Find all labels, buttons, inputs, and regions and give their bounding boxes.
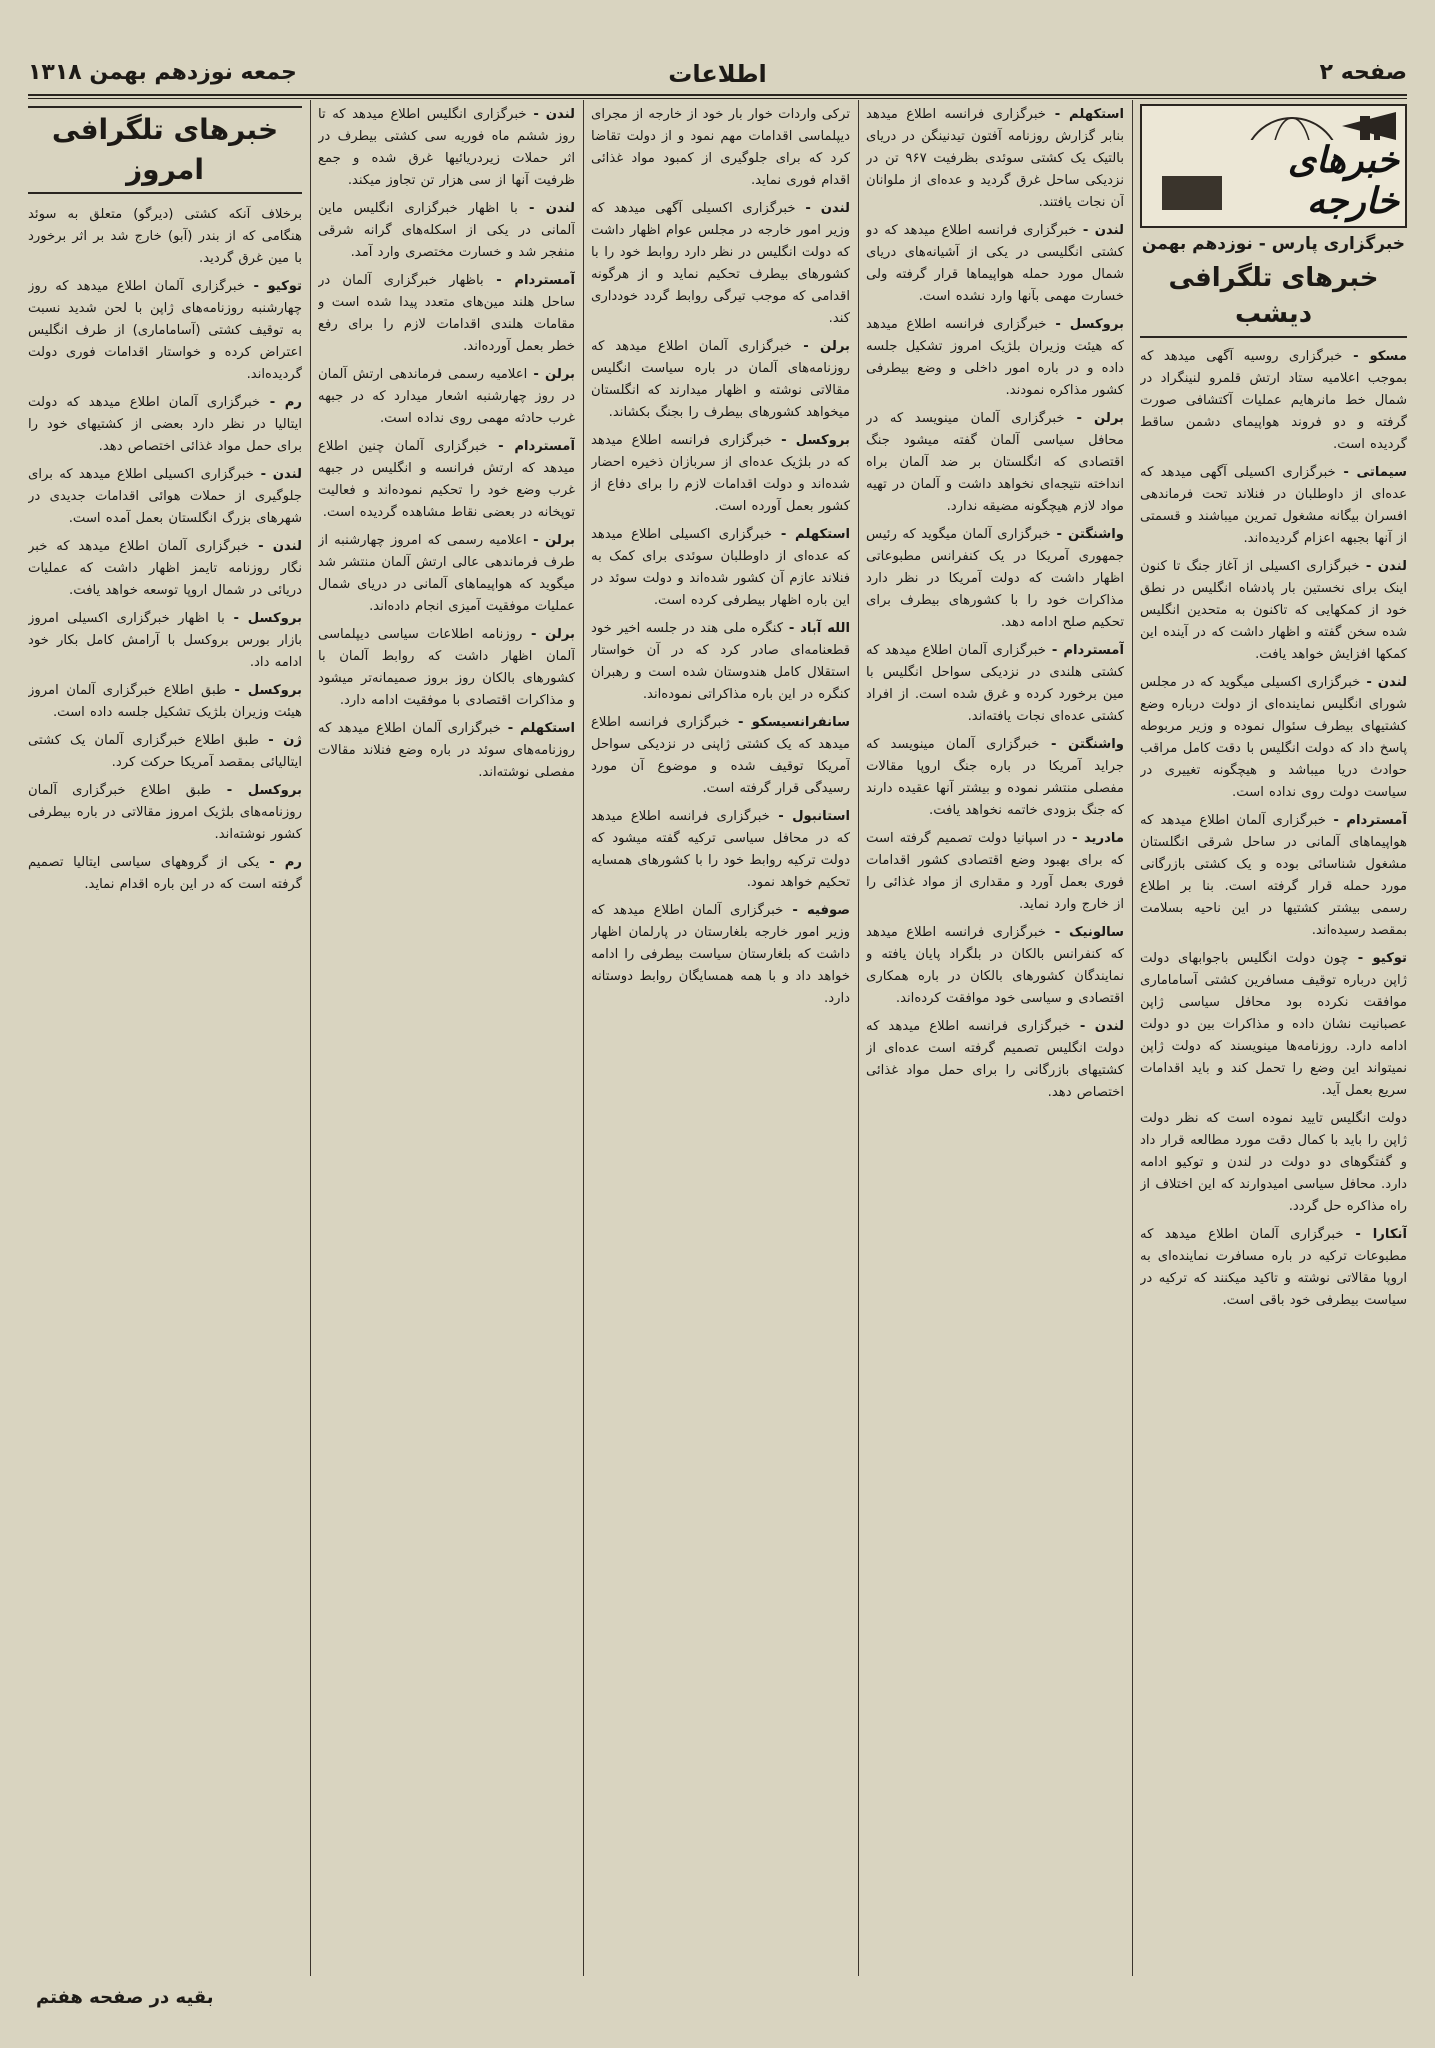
paper-name: اطلاعات <box>668 60 767 88</box>
column-divider <box>310 100 311 1976</box>
news-item: برلن - اعلامیه رسمی که امروز چهارشنبه از طرف فرماندهی عالی ارتش آلمان منتشر شد میگوید که هواپیماهای آلمانی در دریای شمال عملیات موفقیت آمیزی انجام داده‌اند. <box>318 533 575 614</box>
news-item: بروکسل - طبق اطلاع خبرگزاری آلمان روزنامه‌های بلژیک امروز مقالاتی در باره بیطرفی کشور نوشته‌اند. <box>28 783 302 842</box>
column-divider <box>583 100 584 1976</box>
column-divider <box>858 100 859 1976</box>
column-4 <box>318 104 575 1976</box>
news-item: توکیو - خبرگزاری آلمان اطلاع میدهد که روز چهارشنبه روزنامه‌های ژاپن با لحن شدید نسبت به توقیف کشتی (آساماماری) از طرف انگلیس اعتراض کرده و خواستار اقدامات فوری دولت گردیده‌اند. <box>28 279 302 382</box>
news-item: برلن - خبرگزاری آلمان مینویسد که در محافل سیاسی آلمان گفته میشود جنگ اقتصادی که انگلستان بر ضد آلمان براه انداخته نتیجه‌ای نخواهد داشت و آلمان در تهیه مواد لازم هیچگونه مضیقه ندارد. <box>866 411 1124 514</box>
news-item: آمستردام - باظهار خبرگزاری آلمان در ساحل هلند مین‌های متعدد پیدا شده است و مقامات هلندی اقدامات لازم را برای رفع خطر بعمل آورده‌اند. <box>318 273 575 354</box>
news-item: استانبول - خبرگزاری فرانسه اطلاع میدهد که در محافل سیاسی ترکیه گفته میشود که دولت ترکیه روابط خود را با کشورهای همسایه تحکیم خواهد نمود. <box>591 809 850 890</box>
news-item: دولت انگلیس تایید نموده است که نظر دولت ژاپن را باید با کمال دقت مورد مطالعه قرار داد و گفتگوهای دو دولت در لندن و توکیو ادامه دارد. محافل سیاسی امیدوارند که این اختلاف از راه مذاکره حل گردد. <box>1140 1111 1407 1214</box>
section-title-last-night: خبرهای تلگرافی دیشب <box>1140 260 1407 338</box>
foreign-news-banner <box>1140 104 1407 228</box>
news-item: بروکسل - با اظهار خبرگزاری اکسیلی امروز بازار بورس بروکسل با آرامش کامل بکار خود ادامه داد. <box>28 611 302 670</box>
column-2 <box>866 104 1124 1976</box>
column-3 <box>591 104 850 1976</box>
column-body <box>318 104 575 784</box>
news-item: برلن - اعلامیه رسمی فرماندهی ارتش آلمان در روز چهارشنبه اشعار میدارد که در جبهه غرب حادثه مهمی روی نداده است. <box>318 367 575 426</box>
issue-date: جمعه نوزدهم بهمن ۱۳۱۸ <box>28 60 297 85</box>
section-title-today: خبرهای تلگرافی امروز <box>28 106 302 194</box>
news-item: رم - یکی از گروههای سیاسی ایتالیا تصمیم گرفته است که در این باره اقدام نماید. <box>28 855 302 892</box>
column-today-news <box>28 104 302 1976</box>
news-item: لندن - خبرگزاری فرانسه اطلاع میدهد که دولت انگلیس تصمیم گرفته است عده‌ای از کشتیهای بازرگانی را برای حمل مواد غذائی اختصاص دهد. <box>866 1019 1124 1100</box>
news-item: بروکسل - طبق اطلاع خبرگزاری آلمان امروز هیئت وزیران بلژیک تشکیل جلسه داده است. <box>28 683 302 720</box>
news-item: لندن - خبرگزاری اکسیلی از آغاز جنگ تا کنون اینک برای نخستین بار پادشاه انگلیس در نطق خود از کمکهایی که تاکنون به متحدین انگلیس شده سخن گفته و اظهار داشت که در آینده این کمکها افزایش خواهد یافت. <box>1140 559 1407 662</box>
column-body <box>28 204 302 896</box>
masthead-rule-thin <box>28 98 1407 99</box>
news-agency-byline: خبرگزاری پارس - نوزدهم بهمن <box>1141 234 1406 254</box>
column-body <box>1140 346 1407 1312</box>
news-item: آمستردام - خبرگزاری آلمان چنین اطلاع میدهد که ارتش فرانسه و انگلیس در جبهه غرب وضع خود را تحکیم نموده‌اند و فعالیت توپخانه در بعضی نقاط مشاهده گردیده است. <box>318 439 575 520</box>
news-item: سانفرانسیسکو - خبرگزاری فرانسه اطلاع میدهد که یک کشتی ژاپنی در نزدیکی سواحل آمریکا توقیف شده و موضوع آن مورد رسیدگی قرار گرفته است. <box>591 715 850 796</box>
news-item: لندن - خبرگزاری فرانسه اطلاع میدهد که دو کشتی انگلیسی در یکی از آشیانه‌های دریای شمال مورد حمله هواپیماها قرار گرفته ولی خسارت مهمی بآنها وارد نشده است. <box>866 223 1124 304</box>
news-item: ترکی واردات خوار بار خود از خارجه از مجرای دیپلماسی اقدامات مهم نمود و از دولت تقاضا کرد که برای جلوگیری از کمبود مواد غذائی اقدام فوری نماید. <box>591 107 850 188</box>
news-item: آمستردام - خبرگزاری آلمان اطلاع میدهد که کشتی هلندی در نزدیکی سواحل انگلیس با مین برخورد کرده و غرق شده است. از افراد کشتی عده‌ای نجات یافته‌اند. <box>866 643 1124 724</box>
page-number: صفحه ۲ <box>1319 60 1407 85</box>
news-item: استکهلم - خبرگزاری اکسیلی اطلاع میدهد که عده‌ای از داوطلبان سوئدی برای کمک به فنلاند عازم آن کشور شده‌اند و دولت سوئد در این باره اظهار بیطرفی کرده است. <box>591 527 850 608</box>
news-item: بروکسل - خبرگزاری فرانسه اطلاع میدهد که هیئت وزیران بلژیک امروز تشکیل جلسه داده و در باره امور داخلی و وضع بیطرفی کشور مذاکره نمودند. <box>866 317 1124 398</box>
column-divider <box>1132 100 1133 1976</box>
news-item: سیماتی - خبرگزاری اکسیلی آگهی میدهد که عده‌ای از داوطلبان در فنلاند تحت فرماندهی افسران بیگانه مشغول تمرین میباشند و قسمتی از آنها بجبهه اعزام گردیده‌اند. <box>1140 465 1407 546</box>
news-item: آنکارا - خبرگزاری آلمان اطلاع میدهد که مطبوعات ترکیه در باره مسافرت نماینده‌ای به اروپا مقالاتی نوشته و تاکید میکنند که ترکیه در سیاست بیطرفی خود باقی است. <box>1140 1227 1407 1308</box>
news-item: لندن - خبرگزاری اکسیلی اطلاع میدهد که برای جلوگیری از حملات هوائی اقدامات جدیدی در شهرهای بزرگ انگلستان بعمل آمده است. <box>28 467 302 526</box>
news-item: واشنگتن - خبرگزاری آلمان میگوید که رئیس جمهوری آمریکا در یک کنفرانس مطبوعاتی اظهار داشت که دولت آمریکا در نظر دارد مذاکرات خود را با کشورهای بیطرف برای تحکیم صلح ادامه دهد. <box>866 527 1124 630</box>
news-item: استکهلم - خبرگزاری آلمان اطلاع میدهد که روزنامه‌های سوئد در باره وضع فنلاند مقالات مفصلی نوشته‌اند. <box>318 721 575 780</box>
news-item: واشنگتن - خبرگزاری آلمان مینویسد که جراید آمریکا در باره جنگ اروپا مقالات مفصلی منتشر نموده و بیشتر آنها عقیده دارند که جنگ بزودی خاتمه نخواهد یافت. <box>866 737 1124 818</box>
news-item: بروکسل - خبرگزاری فرانسه اطلاع میدهد که در بلژیک عده‌ای از سربازان ذخیره احضار شده‌اند و دولت اقدامات لازم را برای دفاع از کشور بعمل آورده است. <box>591 433 850 514</box>
news-item: الله آباد - کنگره ملی هند در جلسه اخیر خود قطعنامه‌ای صادر کرد که در آن خواستار استقلال کامل هندوستان شده است و رهبران کنگره در این باره مذاکراتی نموده‌اند. <box>591 621 850 702</box>
news-item: برلن - خبرگزاری آلمان اطلاع میدهد که روزنامه‌های آلمان در باره سیاست انگلیس مقالاتی نوشته و اظهار میدارند که انگلستان میخواهد کشورهای بیطرف را بجنگ بکشاند. <box>591 339 850 420</box>
column-body <box>866 104 1124 1104</box>
news-item: آمستردام - خبرگزاری آلمان اطلاع میدهد که هواپیماهای آلمانی در ساحل شرقی انگلستان مشغول شناسائی بوده و یک کشتی بازرگانی مورد حمله قرار گرفته است. بنا بر اطلاع رسمی بیشتر کشتیها در این ناحیه بسلامت بمقصد رسیده‌اند. <box>1140 813 1407 938</box>
news-item: توکیو - چون دولت انگلیس باجوابهای دولت ژاپن درباره توقیف مسافرین کشتی آساماماری موافقت نکرده بود محافل سیاسی ژاپن عصبانیت نشان داده و مذاکرات بین دو دولت ادامه دارد. روزنامه‌ها مینویسند که دولت ژاپن نمیتواند این وضع را تحمل کند و باید اقدامات سریع بعمل آید. <box>1140 951 1407 1098</box>
masthead <box>28 58 1407 92</box>
news-item: مسکو - خبرگزاری روسیه آگهی میدهد که بموجب اعلامیه ستاد ارتش قلمرو لنینگراد در شمال خط مانرهایم عملیات آکتشافی صورت گرفته و دو فروند هواپیمای دشمن ساقط گردیده است. <box>1140 349 1407 452</box>
news-item: برخلاف آنکه کشتی (دیرگو) متعلق به سوئد هنگامی که از بندر (آبو) خارج شد بر اثر برخورد با مین غرق گردید. <box>28 207 302 266</box>
news-item: استکهلم - خبرگزاری فرانسه اطلاع میدهد بنابر گزارش روزنامه آفتون تیدنینگن در دریای بالتیک یک کشتی سوئدی بظرفیت ۹۶۷ تن در نزدیکی ساحل غرق گردید و عده‌ای از ملوانان آن نجات یافتند. <box>866 107 1124 210</box>
news-item: سالونیک - خبرگزاری فرانسه اطلاع میدهد که کنفرانس بالکان در بلگراد پایان یافته و نمایندگان کشورهای بالکان در باره همکاری اقتصادی و سیاسی خود موافقت کرده‌اند. <box>866 925 1124 1006</box>
news-item: صوفیه - خبرگزاری آلمان اطلاع میدهد که وزیر امور خارجه بلغارستان در پارلمان اظهار داشت که بلغارستان سیاست بیطرفی را ادامه خواهد داد و با همه همسایگان روابط دوستانه دارد. <box>591 903 850 1006</box>
news-item: برلن - روزنامه اطلاعات سیاسی دیپلماسی آلمان اظهار داشت که روابط آلمان با کشورهای بالکان روز بروز صمیمانه‌تر میشود و مذاکرات اقتصادی با موفقیت ادامه دارد. <box>318 627 575 708</box>
masthead-rule <box>28 94 1407 96</box>
news-item: لندن - با اظهار خبرگزاری انگلیس ماین آلمانی در یکی از اسکله‌های گرانه شرقی منفجر شد و خسارت مختصری وارد آمد. <box>318 201 575 260</box>
news-item: لندن - خبرگزاری اکسیلی میگوید که در مجلس شورای انگلیس نماینده‌ای از دولت درباره وضع کشتیهای بیطرف سئوال نموده و وزیر مربوطه پاسخ داد که دولت انگلیس با دقت کامل مراقب حوادث دریا میباشد و هیچگونه تغییری در سیاست دولت روی نداده است. <box>1140 675 1407 800</box>
news-item: ژن - طبق اطلاع خبرگزاری آلمان یک کشتی ایتالیائی بمقصد آمریکا حرکت کرد. <box>28 733 302 770</box>
news-item: لندن - خبرگزاری آلمان اطلاع میدهد که خبر نگار روزنامه تایمز اظهار داشت که عملیات دریائی در شمال اروپا توسعه خواهد یافت. <box>28 539 302 598</box>
news-item: رم - خبرگزاری آلمان اطلاع میدهد که دولت ایتالیا در نظر دارد بعضی از کشتیهای خود را برای حمل مواد غذائی اختصاص دهد. <box>28 395 302 454</box>
column-foreign-news <box>1140 104 1407 1976</box>
column-body <box>591 104 850 1010</box>
news-item: لندن - خبرگزاری اکسیلی آگهی میدهد که وزیر امور خارجه در مجلس عوام اظهار داشت که دولت انگلیس در نظر دارد روابط خود را با کشورهای بیطرف تحکیم نماید و از هرگونه اقدامی که موجب تیرگی روابط گردد خودداری کند. <box>591 201 850 326</box>
news-item: مادرید - در اسپانیا دولت تصمیم گرفته است که برای بهبود وضع اقتصادی کشور اقدامات فوری بعمل آورد و مقداری از مواد غذائی را از خارج وارد نماید. <box>866 831 1124 912</box>
banner-title: خبرهای خارجه <box>1232 140 1405 222</box>
continued-on-page-note: بقیه در صفحه هفتم <box>36 1987 214 2008</box>
news-item: لندن - خبرگزاری انگلیس اطلاع میدهد که تا روز ششم ماه فوریه سی کشتی بیطرف در اثر حملات زیردریائیها غرق شده و جمع ظرفیت آنها از سی هزار تن تجاوز میکند. <box>318 107 575 188</box>
